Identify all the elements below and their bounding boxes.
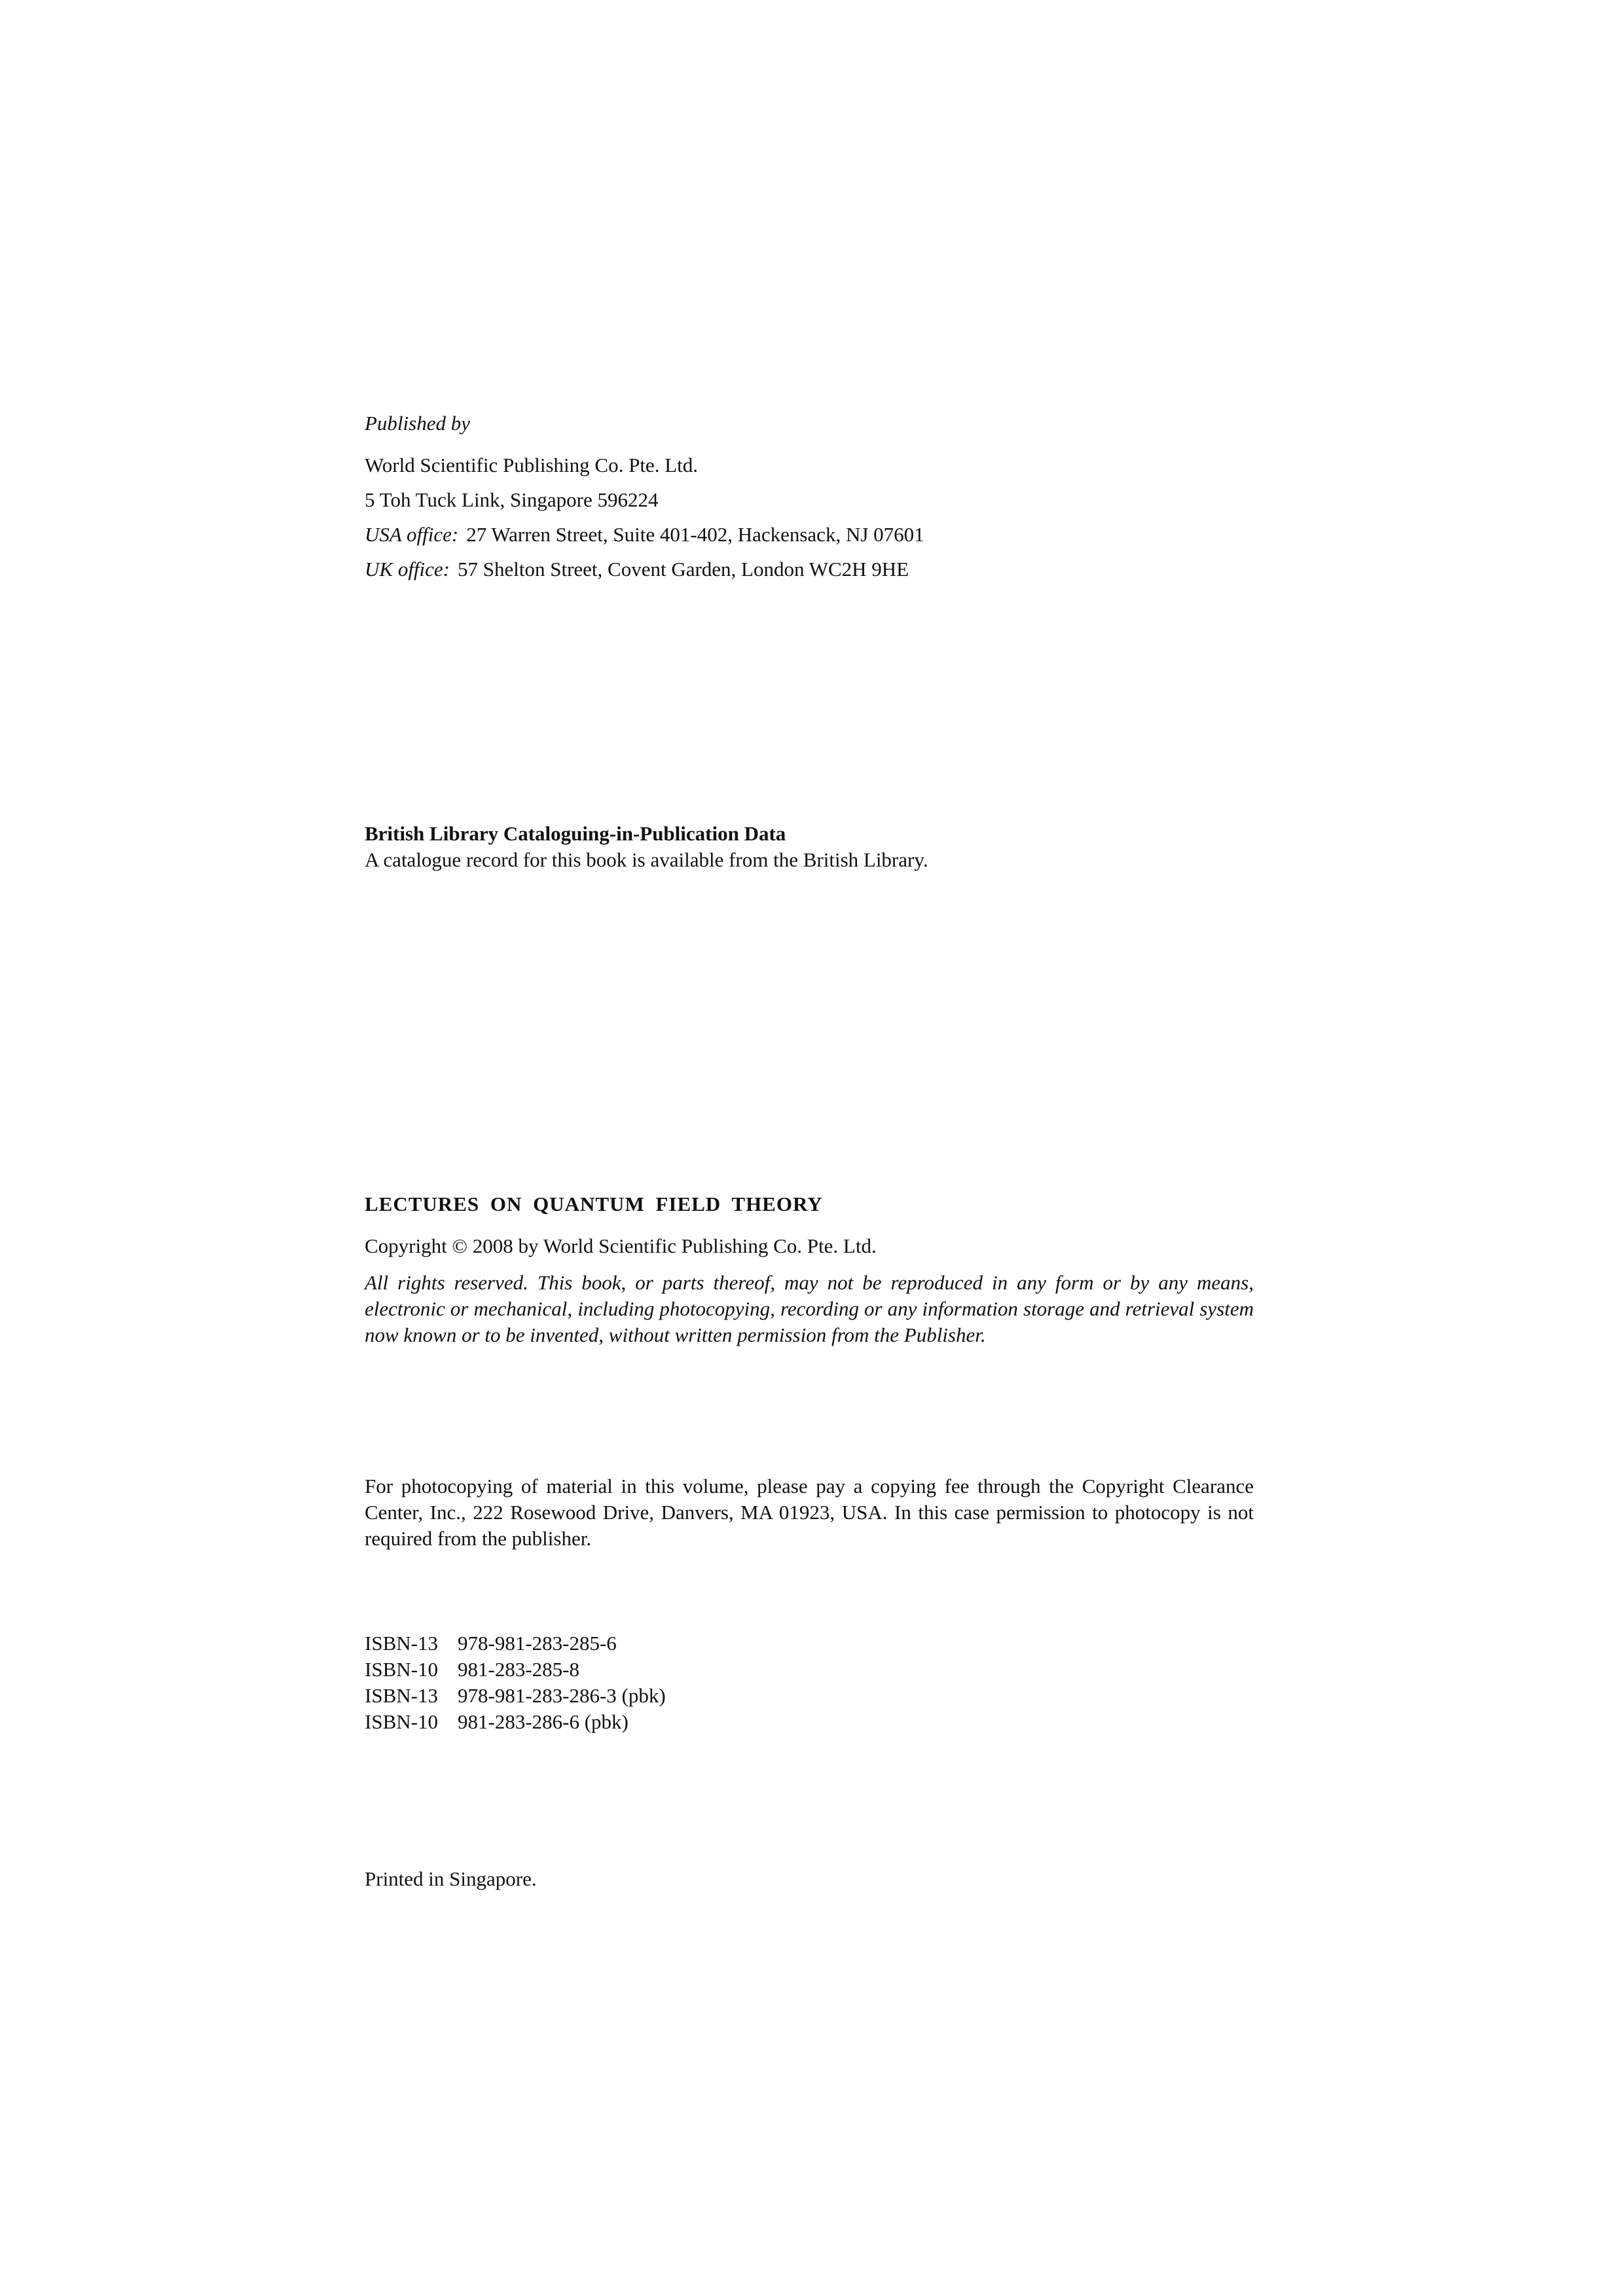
printed-block — [365, 1866, 1254, 1892]
photocopy-block — [365, 1473, 1254, 1552]
isbn-label: ISBN-10 — [365, 1658, 438, 1681]
cataloguing-block — [365, 821, 1254, 873]
book-title: LECTURES ON QUANTUM FIELD THEORY — [365, 1193, 823, 1215]
printed-in: Printed in Singapore. — [365, 1867, 537, 1890]
published-by-heading: Published by — [365, 412, 470, 435]
publisher-block — [365, 410, 1254, 583]
uk-office-address: 57 Shelton Street, Covent Garden, London WC2H 9HE — [458, 558, 909, 581]
isbn-value: 978-981-283-285-6 — [458, 1632, 617, 1655]
uk-office-line — [365, 556, 1254, 583]
usa-office-address: 27 Warren Street, Suite 401-402, Hackensack, NJ 07601 — [466, 523, 924, 546]
uk-office-label: UK office: — [365, 558, 450, 581]
isbn-row — [365, 1683, 1254, 1709]
book-block — [365, 1191, 1254, 1348]
photocopy-notice: For photocopying of material in this volume, please pay a copying fee through the Copyright Clearance Center, Inc., 222 Rosewood Drive, Danvers, MA 01923, USA. In this case permission to photocopy is not required from the publisher. — [365, 1475, 1254, 1550]
isbn-value: 981-283-286-6 (pbk) — [458, 1710, 629, 1733]
isbn-block — [365, 1630, 1254, 1735]
isbn-label: ISBN-13 — [365, 1684, 438, 1707]
isbn-label: ISBN-13 — [365, 1632, 438, 1655]
copyright-line: Copyright © 2008 by World Scientific Publishing Co. Pte. Ltd. — [365, 1234, 877, 1257]
cataloguing-heading: British Library Cataloguing-in-Publication Data — [365, 822, 786, 845]
cataloguing-text: A catalogue record for this book is available from the British Library. — [365, 848, 928, 871]
usa-office-label: USA office: — [365, 523, 459, 546]
usa-office-line — [365, 522, 1254, 548]
publisher-address: 5 Toh Tuck Link, Singapore 596224 — [365, 488, 659, 511]
isbn-row — [365, 1630, 1254, 1657]
isbn-value: 981-283-285-8 — [458, 1658, 579, 1681]
isbn-row — [365, 1657, 1254, 1683]
publisher-name: World Scientific Publishing Co. Pte. Ltd. — [365, 454, 698, 476]
isbn-row — [365, 1709, 1254, 1735]
rights-statement: All rights reserved. This book, or parts thereof, may not be reproduced in any form or by any means, electronic or mechanical, including photocopying, recording or any information storage and retrieval system now known or to be invented, without written permission from the Publisher. — [365, 1271, 1254, 1346]
isbn-label: ISBN-10 — [365, 1710, 438, 1733]
isbn-value: 978-981-283-286-3 (pbk) — [458, 1684, 666, 1707]
